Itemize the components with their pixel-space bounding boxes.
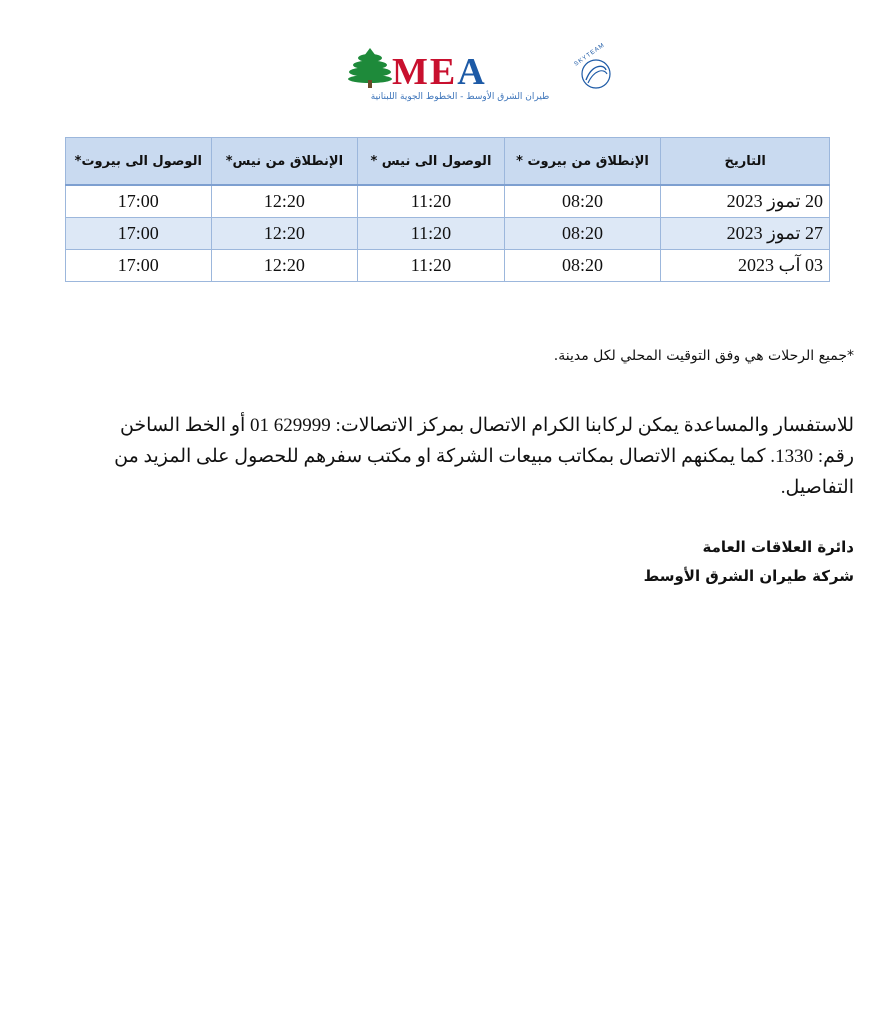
cell-arrive-beirut: 17:00 <box>66 218 212 250</box>
local-time-note: *جميع الرحلات هي وفق التوقيت المحلي لكل مدينة. <box>553 348 854 364</box>
header-date: التاريخ <box>661 138 830 186</box>
skyteam-icon <box>582 60 610 88</box>
header-depart-nice: الإنطلاق من نيس* <box>211 138 358 186</box>
cell-arrive-nice: 11:20 <box>358 185 505 218</box>
contact-paragraph: للاستفسار والمساعدة يمكن لركابنا الكرام الاتصال بمركز الاتصالات: 629999 01 أو الخط الساخن رقم: 1330. كما يمكنهم الاتصال بمكاتب مبيعات الشركة او مكتب سفرهم للحصول على المزيد من التفاصيل. <box>114 415 854 498</box>
cell-arrive-nice: 11:20 <box>358 250 505 282</box>
mea-logo <box>346 44 626 110</box>
cell-depart-nice: 12:20 <box>211 218 358 250</box>
cell-arrive-nice: 11:20 <box>358 218 505 250</box>
cell-date: 03 آب 2023 <box>661 250 830 282</box>
header-arrive-beirut: الوصول الى بيروت* <box>66 138 212 186</box>
cell-arrive-beirut: 17:00 <box>66 185 212 218</box>
cell-depart-nice: 12:20 <box>211 250 358 282</box>
cell-depart-beirut: 08:20 <box>504 185 661 218</box>
skyteam-label: SKYTEAM <box>573 42 607 68</box>
table-row <box>66 250 830 282</box>
cell-arrive-beirut: 17:00 <box>66 250 212 282</box>
table-row <box>66 185 830 218</box>
table-row <box>66 218 830 250</box>
cell-date: 20 تموز 2023 <box>661 185 830 218</box>
logo-tagline: طيران الشرق الأوسط - الخطوط الجوية اللبنانية <box>370 92 550 102</box>
signature-department: دائرة العلاقات العامة <box>702 538 854 556</box>
signature-block <box>644 533 854 591</box>
signature-company: شركة طيران الشرق الأوسط <box>643 567 854 585</box>
header-depart-beirut: الإنطلاق من بيروت * <box>504 138 661 186</box>
logo-wordmark: MEA <box>392 51 487 93</box>
header-arrive-nice: الوصول الى نيس * <box>358 138 505 186</box>
cell-depart-beirut: 08:20 <box>504 218 661 250</box>
cell-depart-nice: 12:20 <box>211 185 358 218</box>
cell-depart-beirut: 08:20 <box>504 250 661 282</box>
table-header-row <box>66 138 830 186</box>
flight-schedule-table <box>65 137 830 282</box>
cell-date: 27 تموز 2023 <box>661 218 830 250</box>
